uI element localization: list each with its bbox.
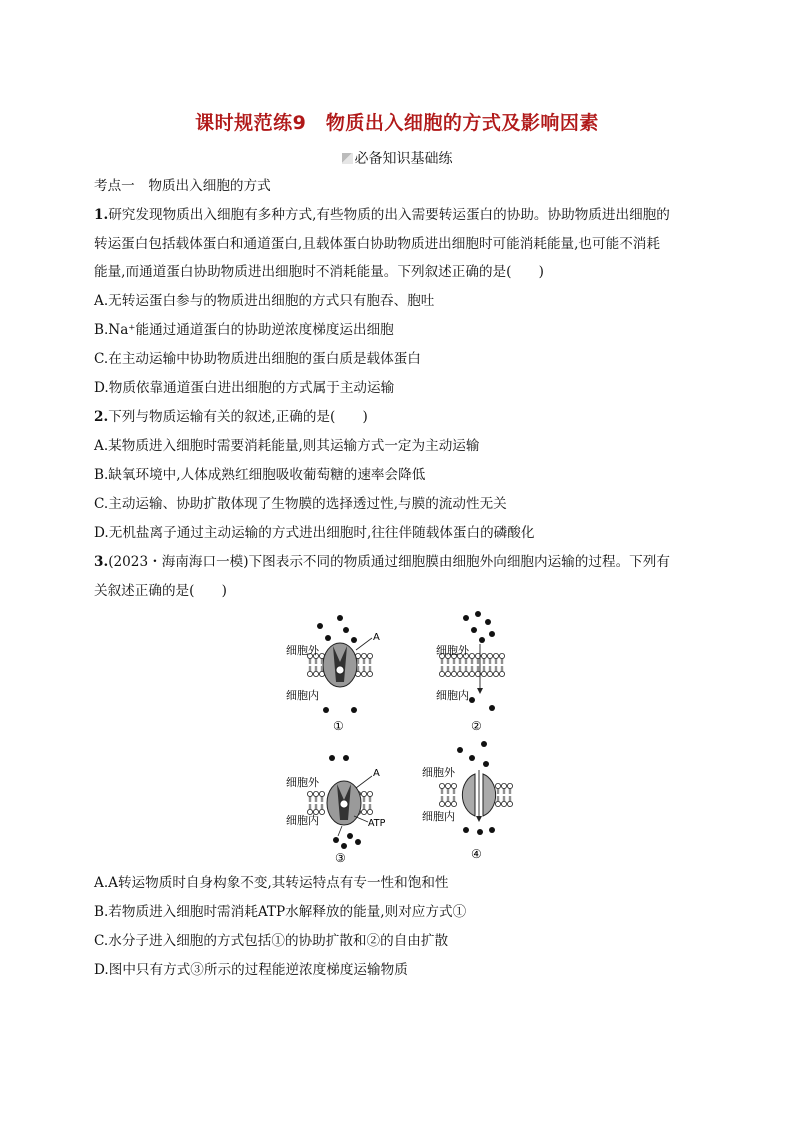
section-heading	[0, 148, 794, 168]
section-heading-text: 必备知识基础练	[354, 151, 453, 167]
q2-option-b: B.缺氧环境中,人体成熟红细胞吸收葡萄糖的速率会降低	[94, 467, 426, 483]
label-atp: ATP	[368, 818, 386, 829]
label-protein-a: A	[373, 768, 380, 779]
q1-line-2: 转运蛋白包括载体蛋白和通道蛋白,且载体蛋白协助物质进出细胞时可能消耗能量,也可能不消耗	[94, 236, 660, 252]
lipid-bilayer	[439, 783, 512, 806]
label-outside: 细胞外	[286, 776, 319, 789]
topic-heading: 考点一 物质出入细胞的方式	[94, 178, 271, 194]
q1-text: 研究发现物质出入细胞有多种方式,有些物质的出入需要转运蛋白的协助。协助物质进出细胞的	[108, 207, 670, 223]
q3-line-1	[94, 556, 670, 570]
q2-stem	[94, 411, 368, 425]
label-inside: 细胞内	[286, 814, 319, 827]
channel-protein-right	[483, 774, 496, 816]
q3-option-c: C.水分子进入细胞的方式包括①的协助扩散和②的自由扩散	[94, 933, 449, 949]
label-outside: 细胞外	[422, 766, 455, 779]
label-outside: 细胞外	[286, 644, 319, 657]
q2-option-d: D.无机盐离子通过主动运输的方式进出细胞时,往往伴随载体蛋白的磷酸化	[94, 525, 535, 541]
q2-option-c: C.主动运输、协助扩散体现了生物膜的选择透过性,与膜的流动性无关	[94, 496, 507, 512]
panel-1	[286, 615, 380, 733]
bound-molecule	[336, 666, 344, 674]
channel-protein-left	[462, 774, 475, 816]
label-inside: 细胞内	[286, 689, 319, 702]
q1-option-a: A.无转运蛋白参与的物质进出细胞的方式只有胞吞、胞吐	[94, 293, 435, 309]
panel-label-3: ③	[335, 851, 346, 865]
q3-option-d: D.图中只有方式③所示的过程能逆浓度梯度运输物质	[94, 962, 408, 978]
q3-text: (2023・海南海口一模)下图表示不同的物质通过细胞膜由细胞外向细胞内运输的过程。下列有	[108, 554, 670, 570]
membrane-transport-figure	[280, 604, 520, 866]
q1-line-3: 能量,而通道蛋白协助物质进出细胞时不消耗能量。下列叙述正确的是( )	[94, 264, 544, 280]
panel-label-4: ④	[471, 847, 482, 861]
section-marker-icon	[342, 153, 353, 164]
q1-number: 1.	[94, 207, 109, 223]
panel-label-2: ②	[471, 719, 482, 733]
q2-option-a: A.某物质进入细胞时需要消耗能量,则其运输方式一定为主动运输	[94, 438, 480, 454]
panel-4	[422, 741, 513, 861]
q3-option-b: B.若物质进入细胞时需消耗ATP水解释放的能量,则对应方式①	[94, 904, 467, 920]
q2-text: 下列与物质运输有关的叙述,正确的是( )	[108, 409, 368, 425]
q3-line-2: 关叙述正确的是( )	[94, 583, 227, 599]
label-outside: 细胞外	[436, 644, 469, 657]
label-inside: 细胞内	[422, 810, 455, 823]
q1-line-1	[94, 209, 670, 223]
q3-number: 3.	[94, 554, 109, 570]
q2-number: 2.	[94, 409, 109, 425]
q1-option-b: B.Na⁺能通过通道蛋白的协助逆浓度梯度运出细胞	[94, 322, 394, 338]
q3-option-a: A.A转运物质时自身构象不变,其转运特点有专一性和饱和性	[94, 875, 449, 891]
label-inside: 细胞内	[436, 689, 469, 702]
panel-label-1: ①	[333, 719, 344, 733]
label-protein-a: A	[373, 632, 380, 643]
q1-option-c: C.在主动运输中协助物质进出细胞的蛋白质是载体蛋白	[94, 351, 421, 367]
bound-molecule	[340, 800, 348, 808]
panel-3	[286, 755, 386, 865]
panel-2	[436, 611, 505, 733]
page-title: 课时规范练9 物质出入细胞的方式及影响因素	[195, 112, 599, 134]
q1-option-d: D.物质依靠通道蛋白进出细胞的方式属于主动运输	[94, 380, 395, 396]
